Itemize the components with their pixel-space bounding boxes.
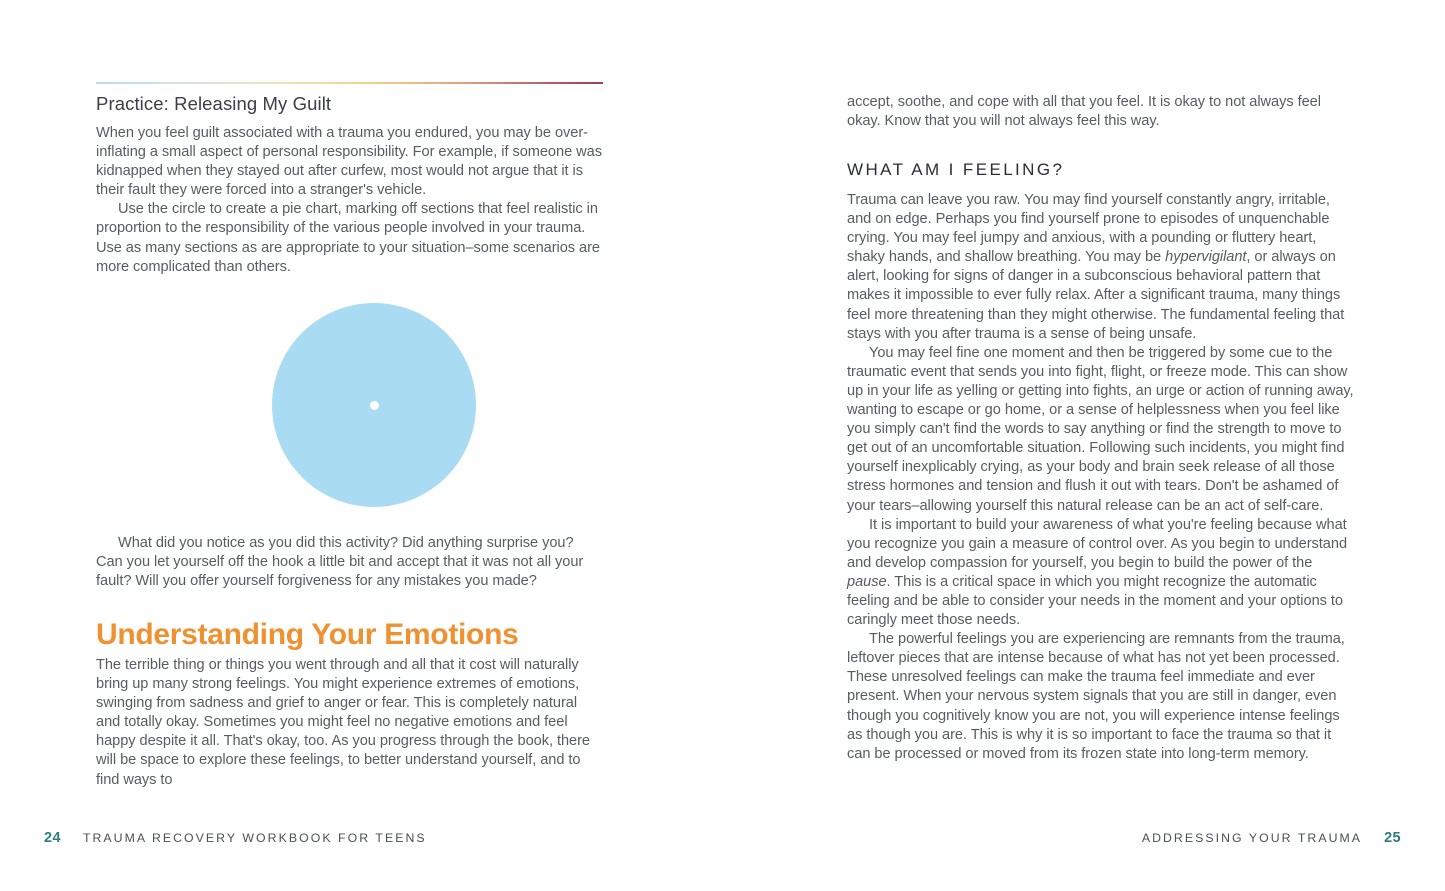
paragraph-pie-instructions: Use the circle to create a pie chart, marking off sections that feel realistic in proportion to the responsibility of the various people involved in your trauma. Use as many sections as are appropriate to your situation–some scenarios are more complicated than others.: [96, 201, 600, 275]
section-heading-block: [847, 160, 1355, 180]
left-page: [44, 0, 676, 891]
running-head-right: ADDRESSING YOUR TRAUMA: [1141, 831, 1363, 845]
paragraph-continued-from-previous: accept, soothe, and cope with all that you feel. It is okay to not always feel okay. Know that you will not always feel this way.: [847, 94, 1321, 130]
left-intro-block: [96, 124, 604, 277]
paragraph-trauma-raw-part-a: Trauma can leave you raw. You may find yourself constantly angry, irritable, and on edge. Perhaps you find yourself prone to episodes of unquenchable crying. You may feel jumpy and anxious, with a pounding or fluttery heart, shaky hands, and shallow breathing. You may be: [847, 192, 1330, 266]
right-continued-block: [847, 93, 1355, 131]
practice-title: Practice: Releasing My Guilt: [96, 93, 332, 114]
left-page-footer: [44, 830, 427, 846]
left-reflection-block: [96, 534, 604, 591]
left-closing-block: [96, 656, 604, 790]
pie-chart-exercise[interactable]: [272, 303, 476, 507]
chapter-heading-block: [96, 618, 604, 652]
pie-chart-center-dot: [370, 401, 379, 410]
gradient-divider-rule: [96, 82, 603, 84]
paragraph-awareness-part-b: . This is a critical space in which you might recognize the automatic feeling and be able to consider your needs in the moment and your options to caringly meet those needs.: [847, 573, 1343, 629]
paragraph-trauma-raw-part-b: , or always on alert, looking for signs of danger in a subconscious behavioral pattern that makes it impossible to ever fully relax. After a significant trauma, many things feel more threatening than they might otherwise. The fundamental feeling that stays with you after trauma is a sense of being unsafe.: [847, 249, 1345, 342]
paragraph-fight-flight-freeze: You may feel fine one moment and then be triggered by some cue to the traumatic event that sends you into fight, flight, or freeze mode. This can show up in your life as yelling or getting into fights, an urge or action of running away, wanting to escape or go home, or a sense of helplessness when you feel like you simply can't find the words to say anything or find the strength to move to get out of an uncomfortable situation. Following such incidents, you might find yourself inexplicably crying, as your body and brain seek release of all those stress hormones and tension and flush it out with tears. Don't be ashamed of your tears–allowing yourself this natural release can be an act of self-care.: [847, 344, 1354, 514]
right-page: [813, 0, 1445, 891]
running-head-left: TRAUMA RECOVERY WORKBOOK FOR TEENS: [82, 831, 427, 845]
emphasis-pause: pause: [847, 573, 887, 590]
paragraph-emotions-intro: The terrible thing or things you went through and all that it cost will naturally bring up many strong feelings. You might experience extremes of emotions, swinging from sadness and grief to anger or fear. This is completely natural and totally okay. Sometimes you might feel no negative emotions and feel happy despite it all. That's okay, too. As you progress through the book, there will be space to explore these feelings, to better understand yourself, and to find ways to: [96, 657, 590, 788]
right-body-block: [847, 191, 1355, 764]
paragraph-reflection-questions: What did you notice as you did this activity? Did anything surprise you? Can you let yourself off the hook a little bit and accept that it was not all your fault? Will you offer yourself forgiveness for any mistakes you made?: [96, 535, 584, 590]
chapter-heading-understanding-your-emotions: Understanding Your Emotions: [96, 618, 519, 651]
paragraph-remnants: The powerful feelings you are experiencing are remnants from the trauma, leftover pieces that are intense because of what has not yet been processed. These unresolved feelings can make the trauma feel immediate and ever present. When your nervous system signals that you are still in danger, even though you cognitively know you are not, you will experience intense feelings as though you are. This is why it is so important to face the trauma so that it can be processed or moved from its frozen state into long-term memory.: [847, 631, 1345, 762]
section-heading-what-am-i-feeling: WHAT AM I FEELING?: [847, 160, 1065, 179]
folio-right: 25: [1384, 830, 1401, 846]
paragraph-awareness: [847, 516, 1355, 631]
paragraph-guilt-intro: When you feel guilt associated with a trauma you endured, you may be over-inflating a small aspect of personal responsibility. For example, if someone was kidnapped when they stayed out after curfew, most would not argue that it is their fault they were forced into a stranger's vehicle.: [96, 125, 602, 199]
emphasis-hypervigilant: hypervigilant: [1165, 249, 1247, 266]
right-page-footer: [1142, 830, 1401, 846]
folio-left: 24: [44, 830, 61, 846]
paragraph-trauma-raw: [847, 191, 1355, 344]
paragraph-awareness-part-a: It is important to build your awareness of what you're feeling because what you recognize you gain a measure of control over. As you begin to understand and develop compassion for yourself, you begin to build the power of the: [847, 516, 1348, 571]
